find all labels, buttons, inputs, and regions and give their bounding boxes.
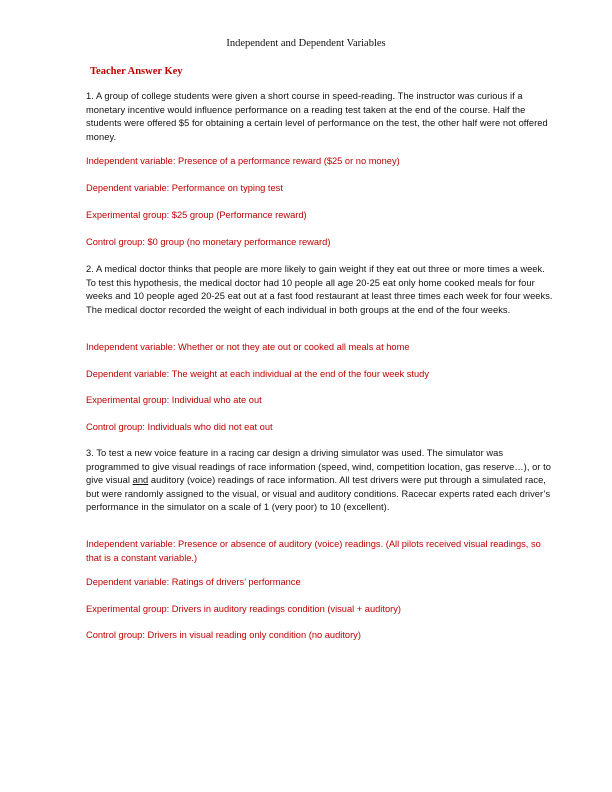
- q3-dependent-variable: Dependent variable: Ratings of drivers’ performance: [86, 577, 301, 587]
- q1-dependent-variable: Dependent variable: Performance on typing test: [86, 183, 283, 193]
- question-1-text: 1. A group of college students were given a short course in speed-reading. The instructor was curious if a monetary incentive would influence performance on a reading test taken at the end of the course. Half the students were offered $5 for obtaining a certain level of performance on the test, the other half were not offered money.: [86, 91, 548, 142]
- q3-experimental-group: Experimental group: Drivers in auditory readings condition (visual + auditory): [86, 604, 401, 614]
- q2-dependent-variable: Dependent variable: The weight at each individual at the end of the four week study: [86, 369, 430, 379]
- answer-key-label: Teacher Answer Key: [90, 66, 183, 77]
- question-3-text: [86, 447, 556, 515]
- q3-independent-variable: Independent variable: Presence or absence of auditory (voice) readings. (All pilots received visual readings, so that is a constant variable.): [86, 539, 541, 563]
- question-2-text: 2. A medical doctor thinks that people are more likely to gain weight if they eat out three or more times a week. To test this hypothesis, the medical doctor had 10 people all age 20-25 eat only home cooked meals for four weeks and 10 people aged 20-25 eat out at a fast food restaurant at least three times each week for four weeks. The medical doctor recorded the weight of each individual in both groups at the end of the four weeks.: [86, 264, 553, 315]
- q2-independent-variable: Independent variable: Whether or not they ate out or cooked all meals at home: [86, 342, 410, 352]
- q2-control-group: Control group: Individuals who did not eat out: [86, 422, 273, 432]
- q2-experimental-group: Experimental group: Individual who ate out: [86, 395, 262, 405]
- q1-experimental-group: Experimental group: $25 group (Performance reward): [86, 210, 307, 220]
- q3-text-part-b: auditory (voice) readings of race information. All test drivers were put through a simulated race, but were randomly assigned to the visual, or visual and auditory conditions. Racecar experts rated each driver’s performance in the simulator on a scale of 1 (very poor) to 10 (excellent).: [86, 475, 551, 513]
- q3-control-group: Control group: Drivers in visual reading only condition (no auditory): [86, 630, 361, 640]
- page-title: Independent and Dependent Variables: [226, 38, 386, 49]
- q3-text-part-a: 3. To test a new voice feature in a racing car design a driving simulator was used. The simulator was programmed to give visual readings of race information (speed, wind, competition location, gas reserve…), or to give visual: [86, 448, 551, 486]
- q3-and-underlined: and: [132, 475, 149, 486]
- q1-control-group: Control group: $0 group (no monetary performance reward): [86, 237, 331, 247]
- q1-independent-variable: Independent variable: Presence of a performance reward ($25 or no money): [86, 156, 400, 166]
